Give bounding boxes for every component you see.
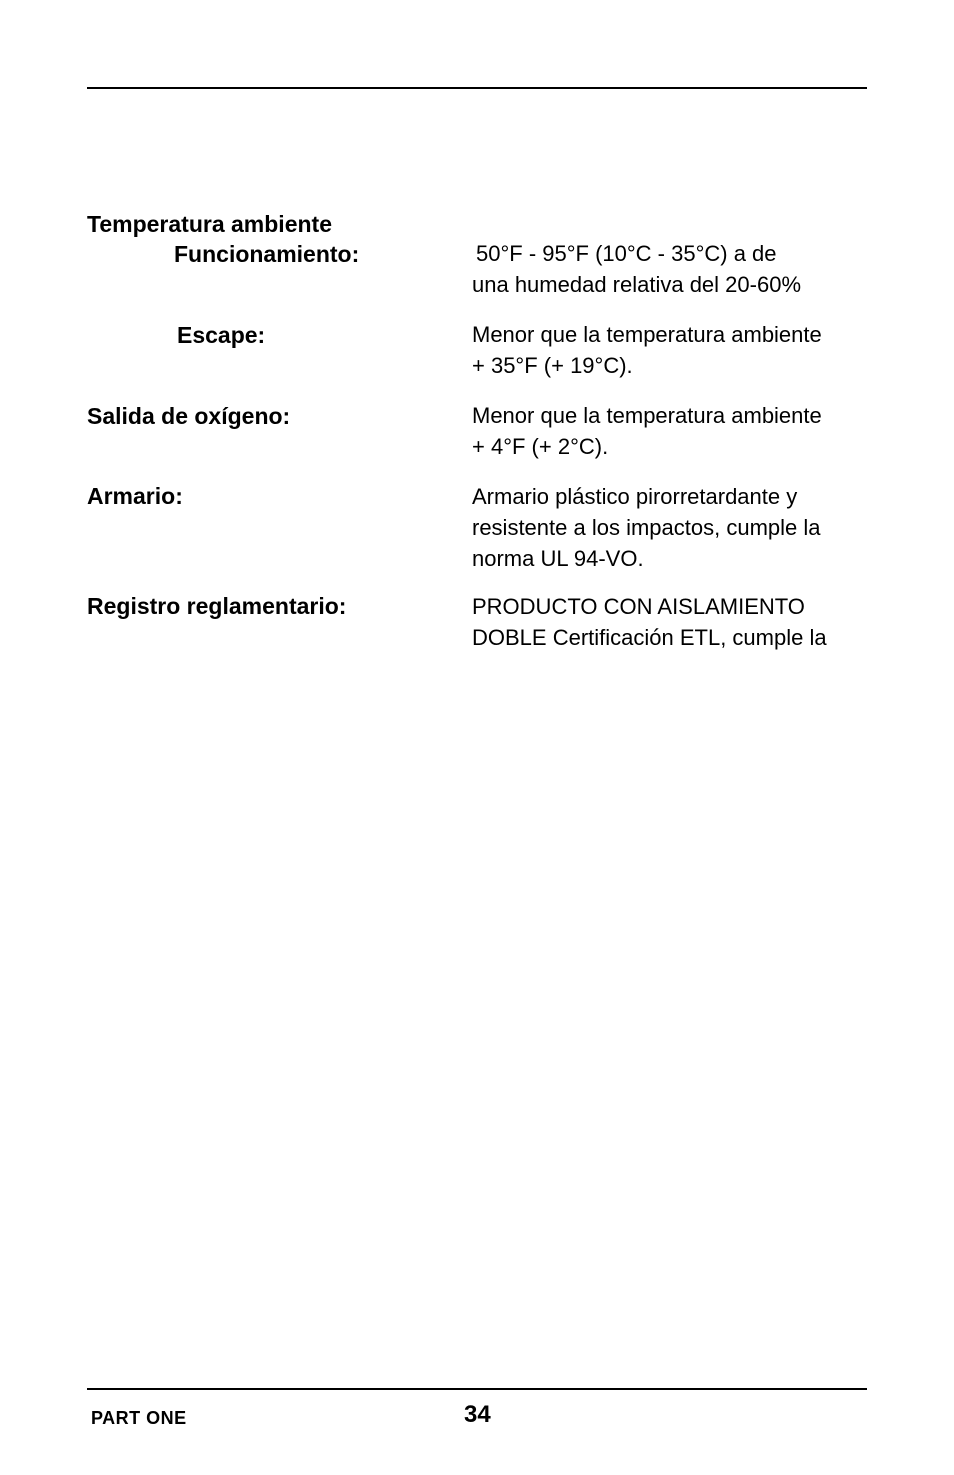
operation-label: Funcionamiento: [174,241,360,267]
oxygen-output-value-line: Menor que la temperatura ambiente [472,403,822,428]
exhaust-value-line: Menor que la temperatura ambiente [472,322,822,347]
ambient-temperature-heading: Temperatura ambiente [87,211,332,237]
footer-section-label: PART ONE [91,1408,187,1428]
footer-rule [87,1388,867,1390]
header-rule [87,87,867,89]
oxygen-output-value [472,400,872,462]
cabinet-value [472,481,872,574]
exhaust-label: Escape: [177,322,266,348]
operation-value-line: una humedad relativa del 20-60% [472,272,802,297]
oxygen-output-label: Salida de oxígeno: [87,403,291,429]
oxygen-output-value-line: + 4°F (+ 2°C). [472,434,609,459]
regulatory-value-line: DOBLE Certificación ETL, cumple la [472,625,827,650]
exhaust-value [472,319,872,381]
regulatory-label: Registro reglamentario: [87,593,347,619]
regulatory-value-line: PRODUCTO CON AISLAMIENTO [472,594,805,619]
regulatory-value [472,591,872,653]
cabinet-value-line: norma UL 94-VO. [472,546,644,571]
cabinet-value-line: resistente a los impactos, cumple la [472,515,821,540]
page-number: 34 [464,1401,491,1428]
exhaust-value-line: + 35°F (+ 19°C). [472,353,633,378]
operation-value-line: 50°F - 95°F (10°C - 35°C) a de [476,241,777,266]
operation-value [472,238,876,300]
cabinet-value-line: Armario plástico pirorretardante y [472,484,798,509]
cabinet-label: Armario: [87,483,183,509]
